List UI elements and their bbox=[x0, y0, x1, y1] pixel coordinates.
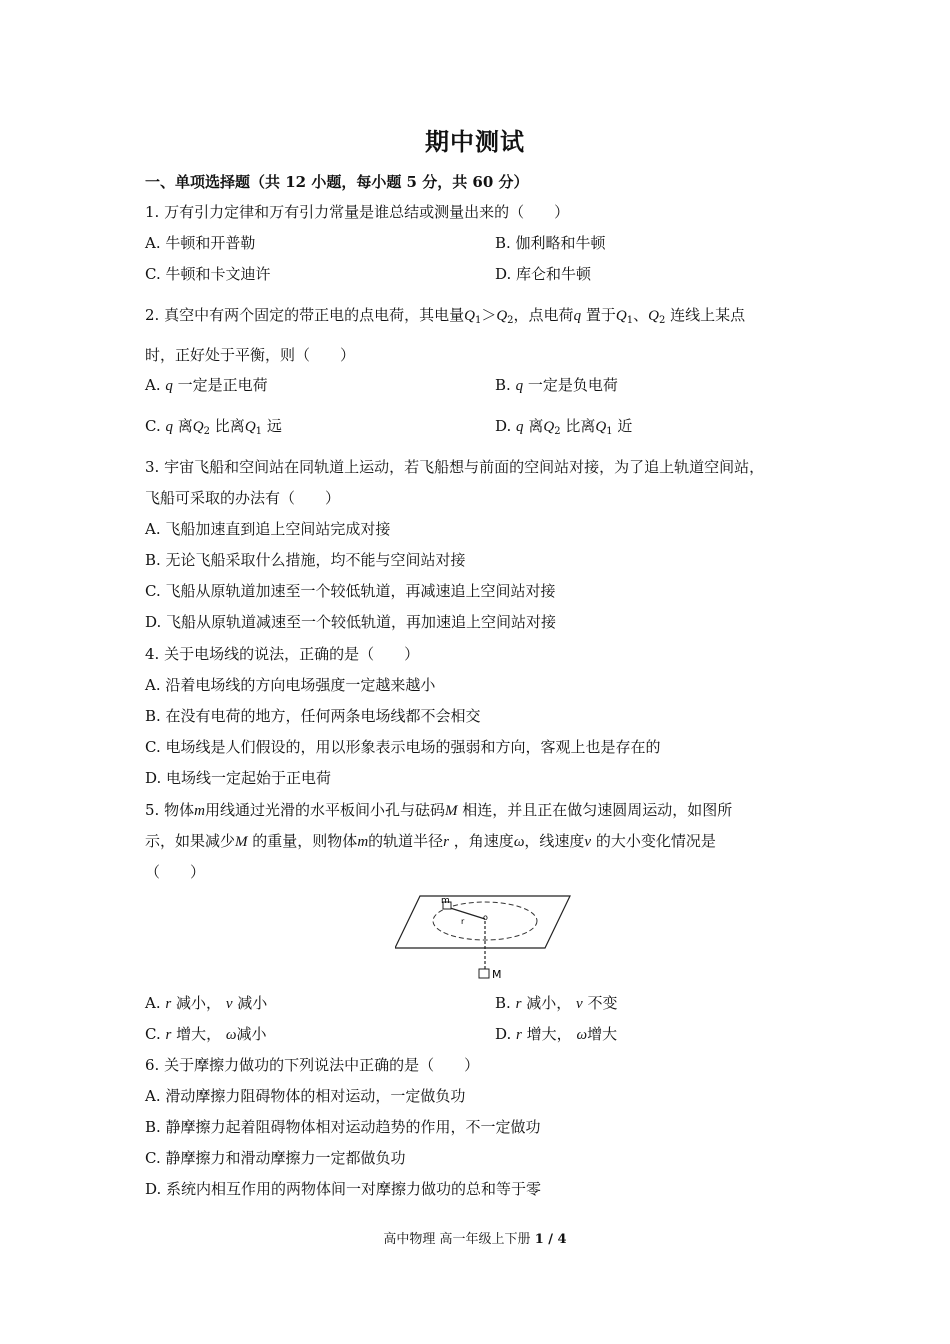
question-4-option-b: B. 在没有电荷的地方，任何两条电场线都不会相交 bbox=[145, 707, 481, 725]
question-4-option-a: A. 沿着电场线的方向电场强度一定越来越小 bbox=[145, 676, 436, 694]
question-3-option-b: B. 无论飞船采取什么措施，均不能与空间站对接 bbox=[145, 551, 466, 569]
question-4-option-d: D. 电场线一定起始于正电荷 bbox=[145, 769, 332, 787]
question-1-stem: 1. 万有引力定律和万有引力常量是谁总结或测量出来的（ ） bbox=[145, 203, 570, 221]
mass-M-block bbox=[479, 969, 489, 978]
question-3-option-a: A. 飞船加速直到追上空间站完成对接 bbox=[145, 520, 391, 538]
question-2-stem-line1: 2. 真空中有两个固定的带正电的点电荷，其电量$Q_1>Q_2$，点电荷q 置于$Q_1$、$Q_2$ 连线上某点 bbox=[145, 306, 746, 326]
section-heading: 一、单项选择题（共 12 小题，每小题 5 分，共 60 分） bbox=[145, 173, 529, 191]
question-2-stem-line2: 时，正好处于平衡，则（ ） bbox=[145, 346, 356, 364]
question-5-stem-line2: 示，如果减少M 的重量，则物体m的轨道半径r ，角速度ω，线速度v 的大小变化情况是 bbox=[145, 832, 716, 850]
question-4-option-c: C. 电场线是人们假设的，用以形象表示电场的强弱和方向，客观上也是存在的 bbox=[145, 738, 661, 756]
question-3-stem-line2: 飞船可采取的办法有（ ） bbox=[145, 489, 341, 507]
question-6-stem: 6. 关于摩擦力做功的下列说法中正确的是（ ） bbox=[145, 1056, 480, 1074]
question-1-option-d: D. 库仑和牛顿 bbox=[495, 265, 592, 283]
question-5-option-d: D. r 增大， ω增大 bbox=[495, 1025, 618, 1043]
question-6-option-a: A. 滑动摩擦力阻碍物体的相对运动，一定做负功 bbox=[145, 1087, 466, 1105]
question-6-option-b: B. 静摩擦力起着阻碍物体相对运动趋势的作用，不一定做功 bbox=[145, 1118, 541, 1136]
question-5-stem-line1: 5. 物体m用线通过光滑的水平板间小孔与砝码M 相连，并且正在做匀速圆周运动，如图所 bbox=[145, 801, 733, 819]
question-2-option-d: D. q 离$Q_2$ 比离$Q_1$ 近 bbox=[495, 417, 633, 437]
question-5-option-b: B. r 减小， v 不变 bbox=[495, 994, 618, 1012]
page-number: 1 / 4 bbox=[534, 1232, 567, 1247]
question-2-option-c: C. q 离$Q_2$ 比离$Q_1$ 远 bbox=[145, 417, 282, 437]
question-5-option-c: C. r 增大， ω减小 bbox=[145, 1025, 267, 1043]
question-6-option-d: D. 系统内相互作用的两物体间一对摩擦力做功的总和等于零 bbox=[145, 1180, 542, 1198]
circular-motion-figure bbox=[395, 893, 575, 983]
question-4-stem: 4. 关于电场线的说法，正确的是（ ） bbox=[145, 645, 420, 663]
page-footer bbox=[0, 1228, 950, 1247]
horizontal-board bbox=[395, 896, 570, 948]
question-1-option-c: C. 牛顿和卡文迪许 bbox=[145, 265, 271, 283]
question-2-option-a: A. q 一定是正电荷 bbox=[145, 376, 268, 394]
question-3-option-d: D. 飞船从原轨道减速至一个较低轨道，再加速追上空间站对接 bbox=[145, 613, 557, 631]
question-5-option-a: A. r 减小， v 减小 bbox=[145, 994, 268, 1012]
question-2-option-b: B. q 一定是负电荷 bbox=[495, 376, 618, 394]
label-M: M bbox=[492, 968, 502, 981]
page-title: 期中测试 bbox=[425, 127, 525, 156]
question-1-option-a: A. 牛顿和开普勒 bbox=[145, 234, 256, 252]
question-1-option-b: B. 伽利略和牛顿 bbox=[495, 234, 606, 252]
question-5-stem-line3: （ ） bbox=[145, 863, 206, 881]
footer-text: 高中物理 高一年级上下册 bbox=[383, 1232, 531, 1247]
question-3-option-c: C. 飞船从原轨道加速至一个较低轨道，再减速追上空间站对接 bbox=[145, 582, 556, 600]
question-6-option-c: C. 静摩擦力和滑动摩擦力一定都做负功 bbox=[145, 1149, 406, 1167]
label-r: r bbox=[461, 917, 465, 926]
question-3-stem-line1: 3. 宇宙飞船和空间站在同轨道上运动，若飞船想与前面的空间站对接，为了追上轨道空间站， bbox=[145, 458, 765, 476]
label-o: o bbox=[483, 913, 488, 922]
label-m: m bbox=[441, 896, 450, 906]
string-radius bbox=[447, 907, 485, 919]
